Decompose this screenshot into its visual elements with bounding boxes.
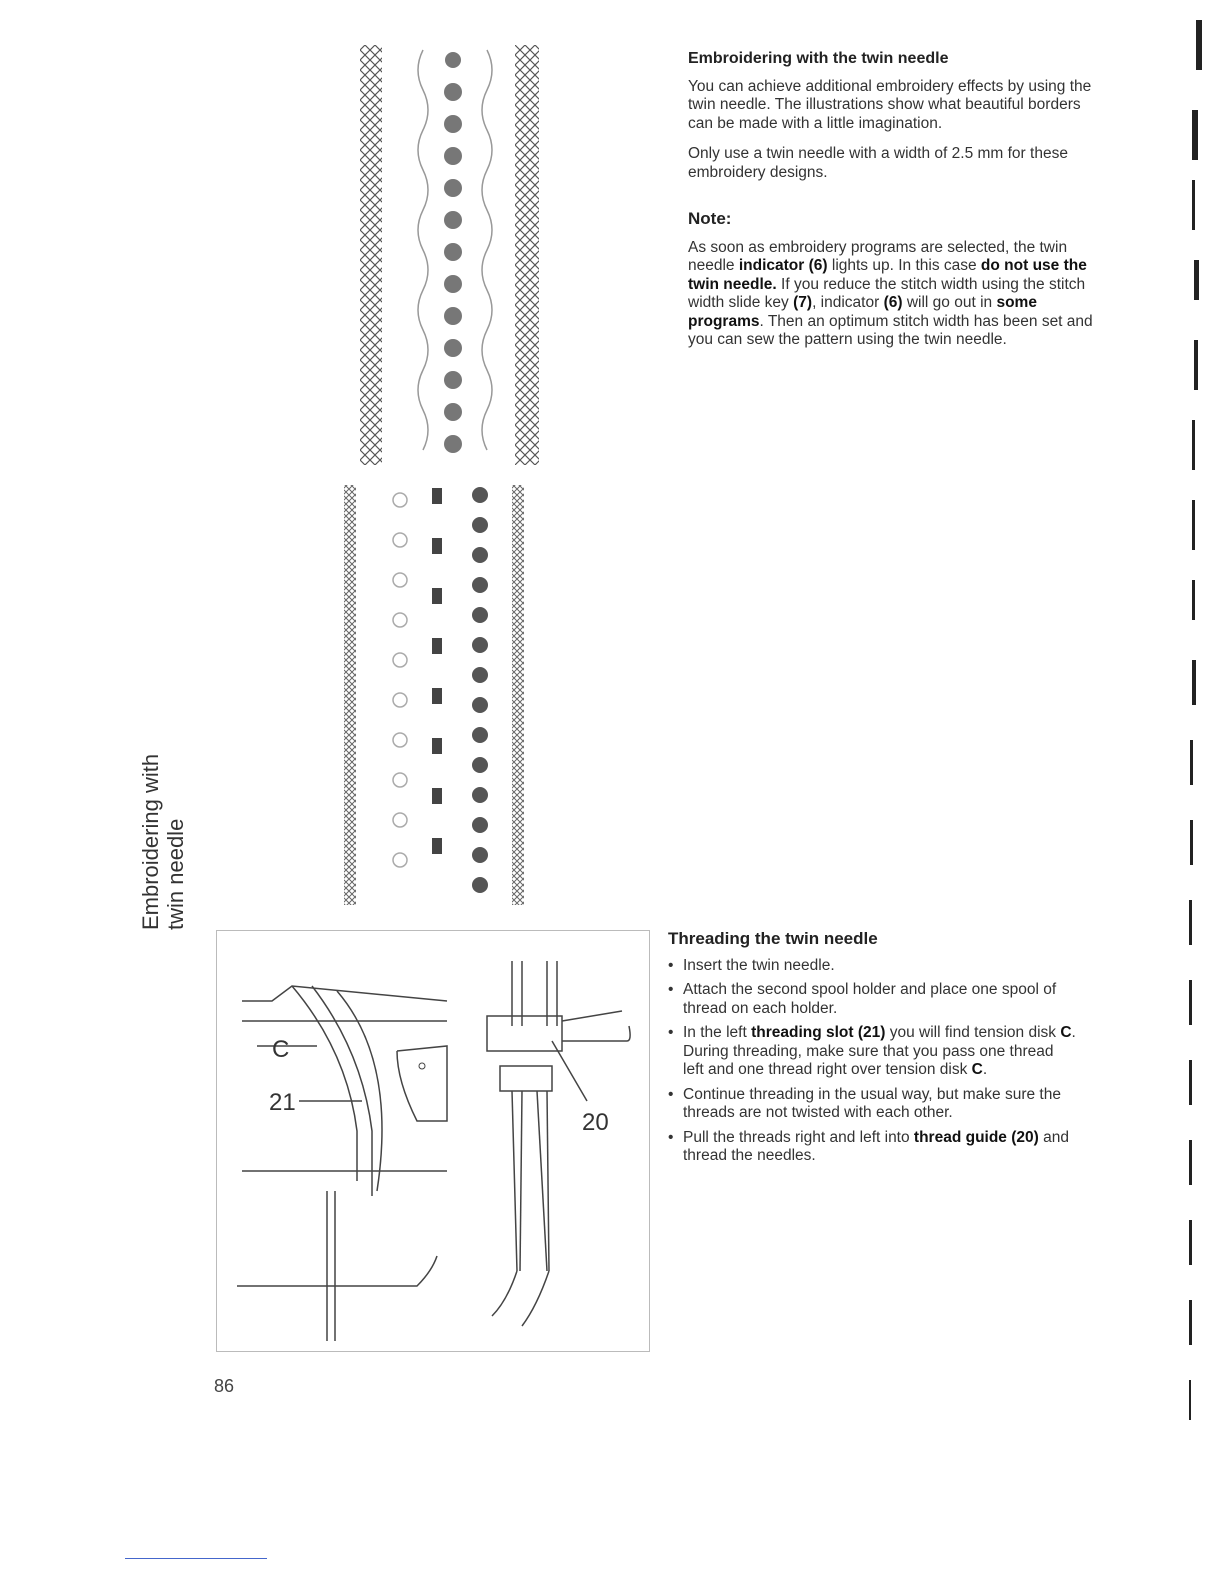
sidebar-title-line1: Embroidering with: [138, 753, 163, 930]
index-tabs: [1134, 10, 1224, 1430]
stitch-sample-bottom: [340, 480, 540, 910]
bottom-rule: [125, 1558, 267, 1559]
section-heading: Embroidering with the twin needle: [688, 50, 949, 67]
note-heading: Note:: [688, 209, 732, 228]
threading-steps: [668, 957, 1078, 1166]
page-number: 86: [214, 1376, 235, 1396]
label-thread-guide: 20: [582, 1109, 609, 1136]
sidebar-title-line2: twin needle: [163, 818, 188, 930]
stitch-sample-top: [355, 40, 550, 510]
note-paragraph: As soon as embroidery programs are selected, the twin needle indicator (6) lights up. In this case do not use the twin needle. If you reduce the stitch width using the stitch width slide key (7), indicator (6) will go out in some programs. Then an optimum stitch width has been set and you can sew the pattern using the twin needle.: [688, 238, 1093, 348]
threading-heading: Threading the twin needle: [668, 929, 878, 948]
paragraph-intro: You can achieve additional embroidery effects by using the twin needle. The illustrations show what beautiful borders can be made with a little imagination.: [688, 77, 1092, 132]
threading-diagram: [217, 931, 649, 1351]
list-item: • Pull the threads right and left into thread guide (20) and thread the needles.: [668, 1129, 1078, 1166]
section-threading: [668, 930, 1078, 1172]
sidebar-title: [138, 730, 198, 930]
label-threading-slot: 21: [269, 1089, 296, 1116]
list-item: • Attach the second spool holder and place one spool of thread on each holder.: [668, 981, 1078, 1018]
list-item: • Continue threading in the usual way, but make sure the threads are not twisted with each other.: [668, 1086, 1078, 1123]
threading-illustration: [216, 930, 650, 1352]
list-item: • In the left threading slot (21) you will find tension disk C. During threading, make sure that you pass one thread left and one thread right over tension disk C.: [668, 1024, 1078, 1080]
paragraph-needle-width: Only use a twin needle with a width of 2.5 mm for these embroidery designs.: [688, 145, 1068, 181]
list-item: • Insert the twin needle.: [668, 957, 1078, 976]
label-tension-disk: C: [272, 1036, 290, 1063]
section-embroidering: [688, 50, 1108, 362]
